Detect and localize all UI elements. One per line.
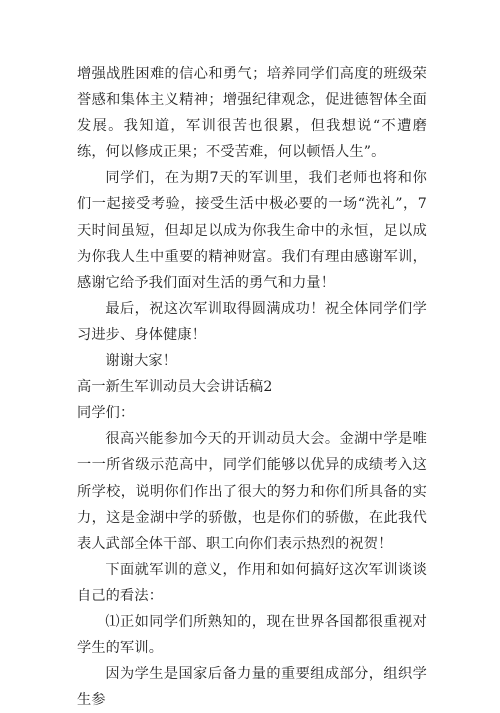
salutation: 同学们： <box>77 405 135 422</box>
paragraph-welcome: 很高兴能参加今天的开训动员大会。金湖中学是唯一一所省级示范高中，同学们能够以优异的成绩考入这所学校，说明你们作出了很大的努力和你们所具备的实力，这是金湖中学的骄傲，也是你们的骄傲，在此我代表人武部全体干部、职工向你们表示热烈的祝贺！ <box>77 431 427 552</box>
paragraph-thanks: 谢谢大家！ <box>105 353 178 370</box>
speech-title: 高一新生军训动员大会讲话稿2 <box>77 379 273 396</box>
paragraph-training-period: 同学们，在为期7天的军训里，我们老师也将和你们一起接受考验，接受生活中极必要的一场“洗礼”，7天时间虽短，但却足以成为你我生命中的永恒，足以成为你我人生中重要的精神财富。我们有理由感谢军训，感谢它给予我们面对生活的勇气和力量！ <box>77 170 427 291</box>
paragraph-reason: 因为学生是国家后备力量的重要组成部分，组织学生参 <box>77 666 427 709</box>
paragraph-topic-intro: 下面就军训的意义，作用和如何搞好这次军训谈谈自己的看法： <box>77 561 427 604</box>
paragraph-closing-wishes: 最后，祝这次军训取得圆满成功！祝全体同学们学习进步、身体健康！ <box>77 300 427 343</box>
paragraph-continuation: 增强战胜困难的信心和勇气；培养同学们高度的班级荣誉感和集体主义精神；增强纪律观念，促进德智体全面发展。我知道，军训很苦也很累，但我想说“不遭磨练，何以修成正果；不受苦难，何以顿悟人生”。 <box>77 66 427 161</box>
document-body <box>77 61 427 713</box>
paragraph-point-one: ⑴正如同学们所熟知的，现在世界各国都很重视对学生的军训。 <box>77 613 427 657</box>
